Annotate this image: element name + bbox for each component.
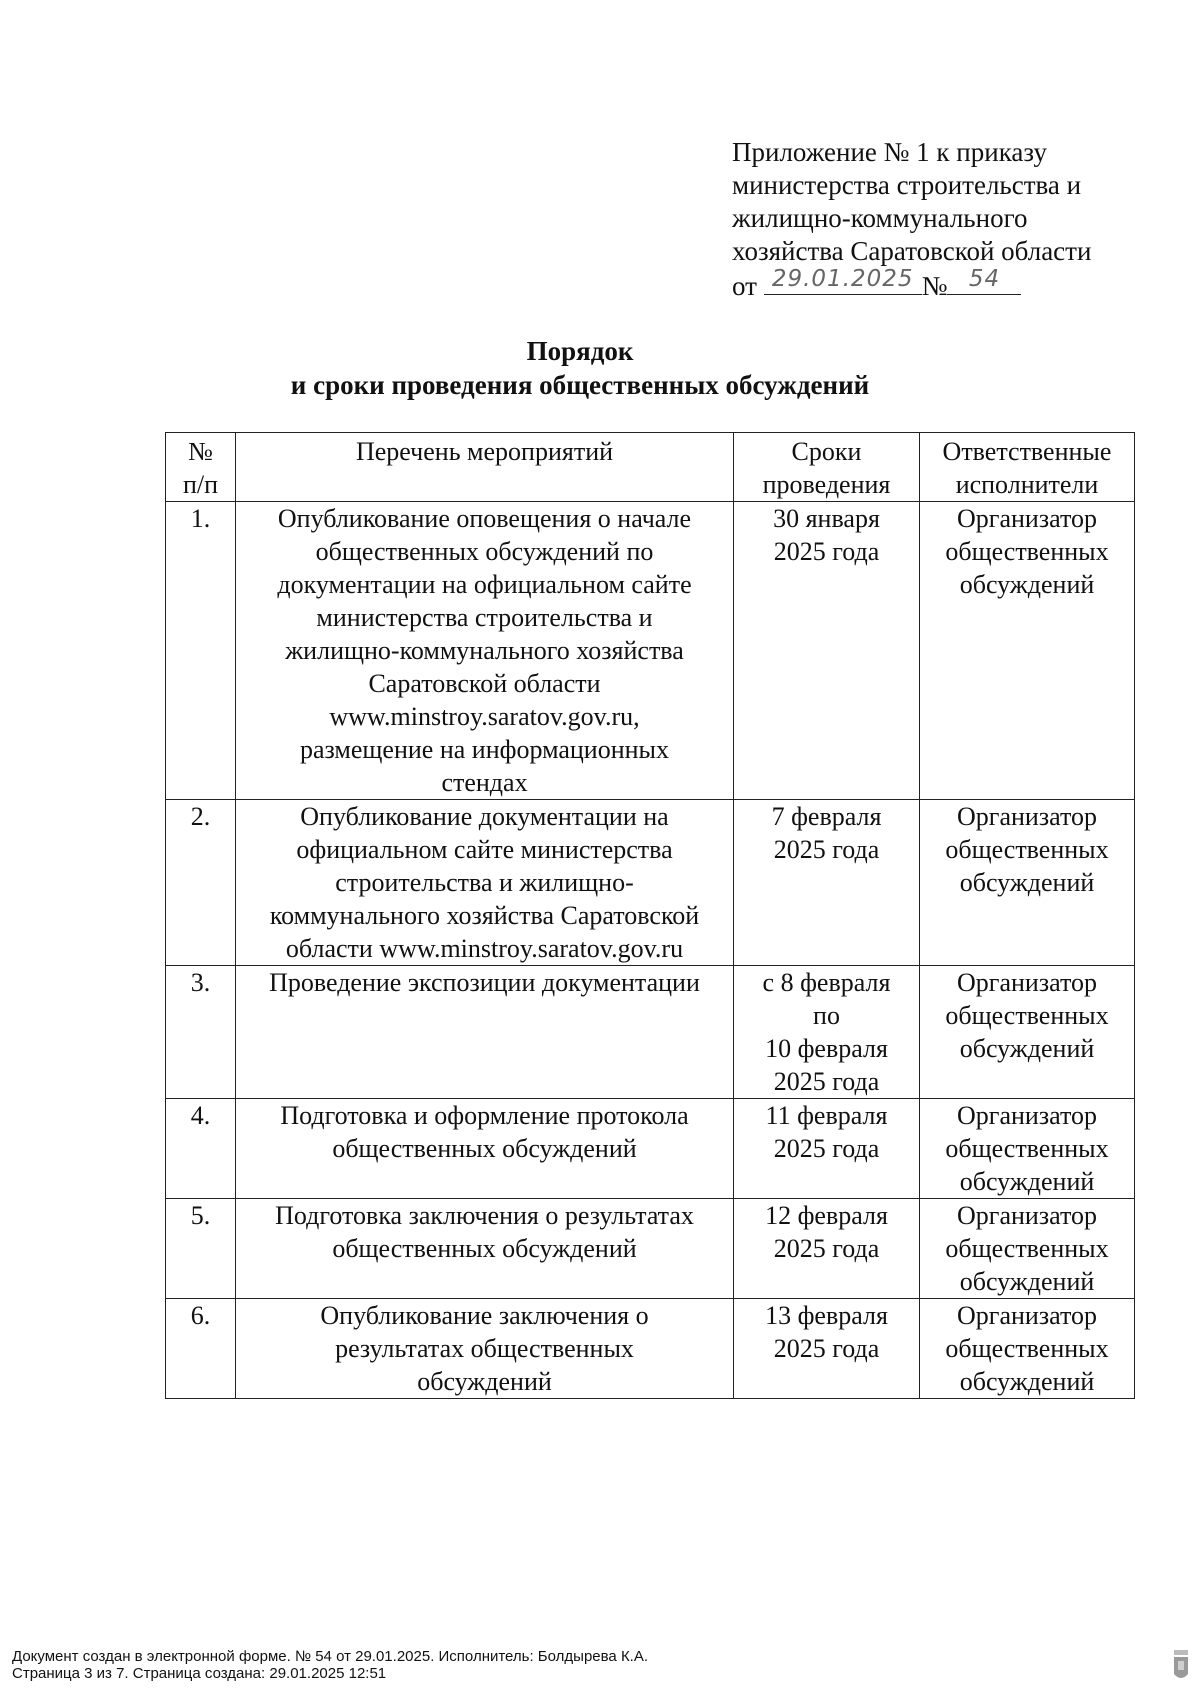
header-responsible [920, 433, 1135, 502]
activity-text: коммунального хозяйства Саратовской [269, 901, 700, 930]
row-number-text: 6. [190, 1301, 211, 1330]
row-number-cell [166, 1099, 236, 1199]
dates-text: с 8 февраля [762, 968, 891, 997]
order-date-number-line [732, 268, 1152, 303]
table-row [166, 1099, 1135, 1199]
table-row [166, 1299, 1135, 1399]
dates-cell [734, 800, 920, 966]
header-text: исполнители [955, 470, 1099, 499]
responsible-text: Организатор [957, 1201, 1097, 1230]
header-text: № [188, 437, 213, 466]
responsible-text: обсуждений [959, 1367, 1095, 1396]
handwritten-number: 54 [968, 266, 1001, 292]
activity-text: Подготовка и оформление протокола [280, 1101, 689, 1130]
row-number-cell [166, 1299, 236, 1399]
row-number-cell [166, 502, 236, 800]
activity-text: строительства и жилищно- [335, 868, 634, 897]
dates-text: 2025 года [773, 537, 880, 566]
responsible-text: Организатор [957, 802, 1097, 831]
dates-text: 13 февраля [765, 1301, 888, 1330]
activity-text: Опубликование документации на [300, 802, 669, 831]
row-number-text: 4. [190, 1101, 211, 1130]
activity-text: документации на официальном сайте [277, 570, 692, 599]
activity-text: обсуждений [417, 1367, 552, 1396]
responsible-text: Организатор [957, 1301, 1097, 1330]
appendix-header [732, 136, 1152, 303]
header-text: п/п [182, 470, 219, 499]
dates-text: 11 февраля [765, 1101, 888, 1130]
document-title: Порядок [526, 336, 634, 366]
activity-text: Опубликование заключения о [320, 1301, 649, 1330]
activity-text: общественных обсуждений [332, 1134, 637, 1163]
dates-cell [734, 1199, 920, 1299]
activity-cell [236, 1299, 734, 1399]
responsible-text: обсуждений [959, 570, 1095, 599]
appendix-line: жилищно-коммунального [732, 203, 1028, 233]
activity-text: результатах общественных [335, 1334, 634, 1363]
activity-text: общественных обсуждений [332, 1234, 637, 1263]
dates-text: 10 февраля [765, 1034, 888, 1063]
responsible-text: обсуждений [959, 868, 1095, 897]
responsible-text: общественных [945, 1134, 1109, 1163]
responsible-text: общественных [945, 1001, 1109, 1030]
activity-cell [236, 800, 734, 966]
header-text: Ответственные [942, 437, 1112, 466]
row-number-cell [166, 1199, 236, 1299]
table-row [166, 966, 1135, 1099]
activity-cell [236, 966, 734, 1099]
responsible-text: обсуждений [959, 1267, 1095, 1296]
activity-text: жилищно-коммунального хозяйства [285, 636, 684, 665]
responsible-cell [920, 800, 1135, 966]
activity-text: Подготовка заключения о результатах [275, 1201, 694, 1230]
responsible-text: Организатор [957, 504, 1097, 533]
activity-text: общественных обсуждений по [315, 537, 654, 566]
row-number-cell [166, 800, 236, 966]
dates-text: 2025 года [773, 1067, 880, 1096]
document-footer [12, 1648, 648, 1682]
dates-text: 2025 года [773, 1334, 880, 1363]
appendix-line: министерства строительства и [732, 170, 1082, 200]
header-text: проведения [762, 470, 891, 499]
responsible-text: обсуждений [959, 1034, 1095, 1063]
dates-cell [734, 966, 920, 1099]
footer-line: Документ создан в электронной форме. № 54 от 29.01.2025. Исполнитель: Болдырева К.А. [12, 1648, 649, 1665]
responsible-text: Организатор [957, 968, 1097, 997]
responsible-cell [920, 1299, 1135, 1399]
activity-text: www.minstroy.saratov.gov.ru, [329, 702, 640, 731]
date-prefix: от [732, 271, 757, 301]
dates-text: 2025 года [773, 1134, 880, 1163]
responsible-text: общественных [945, 1234, 1109, 1263]
dates-text: по [813, 1001, 840, 1030]
activity-text: Опубликование оповещения о начале [277, 504, 692, 533]
responsible-cell [920, 1199, 1135, 1299]
dates-cell [734, 502, 920, 800]
activity-cell [236, 1199, 734, 1299]
activity-text: стендах [441, 768, 528, 797]
row-number-text: 2. [190, 802, 211, 831]
table-body [166, 502, 1135, 1399]
number-field [947, 268, 1021, 295]
dates-cell [734, 1299, 920, 1399]
appendix-line: хозяйства Саратовской области [732, 236, 1092, 266]
dates-text: 12 февраля [765, 1201, 888, 1230]
responsible-text: обсуждений [959, 1167, 1095, 1196]
document-subtitle: и сроки проведения общественных обсуждений [290, 370, 870, 400]
activity-text: Проведение экспозиции документации [269, 968, 700, 997]
header-text: Сроки [791, 437, 862, 466]
row-number-cell [166, 966, 236, 1099]
coat-of-arms-icon [1172, 1648, 1190, 1684]
responsible-cell [920, 502, 1135, 800]
table-row [166, 1199, 1135, 1299]
responsible-text: Организатор [957, 1101, 1097, 1130]
row-number-text: 3. [190, 968, 211, 997]
date-field [764, 268, 922, 295]
row-number-text: 1. [190, 504, 211, 533]
activity-text: Саратовской области [368, 669, 601, 698]
table-row [166, 502, 1135, 800]
row-number-text: 5. [190, 1201, 211, 1230]
activity-cell [236, 1099, 734, 1199]
responsible-text: общественных [945, 1334, 1109, 1363]
activity-text: официальном сайте министерства [296, 835, 673, 864]
dates-text: 30 января [773, 504, 880, 533]
activity-text: области www.minstroy.saratov.gov.ru [285, 934, 684, 963]
activity-text: министерства строительства и [316, 603, 653, 632]
dates-text: 2025 года [773, 1234, 880, 1263]
responsible-text: общественных [945, 537, 1109, 566]
dates-text: 2025 года [773, 835, 880, 864]
responsible-text: общественных [945, 835, 1109, 864]
appendix-line: Приложение № 1 к приказу [732, 137, 1047, 167]
header-number [166, 433, 236, 502]
schedule-table [165, 432, 1135, 1399]
responsible-cell [920, 966, 1135, 1099]
activity-cell [236, 502, 734, 800]
header-text: Перечень мероприятий [355, 437, 614, 466]
header-activities [236, 433, 734, 502]
footer-line: Страница 3 из 7. Страница создана: 29.01.2025 12:51 [12, 1665, 387, 1682]
table-header-row [166, 433, 1135, 502]
header-dates [734, 433, 920, 502]
dates-text: 7 февраля [771, 802, 882, 831]
table-row [166, 800, 1135, 966]
activity-text: размещение на информационных [299, 735, 670, 764]
responsible-cell [920, 1099, 1135, 1199]
handwritten-date: 29.01.2025 [771, 266, 914, 292]
dates-cell [734, 1099, 920, 1199]
number-prefix: № [921, 271, 948, 301]
